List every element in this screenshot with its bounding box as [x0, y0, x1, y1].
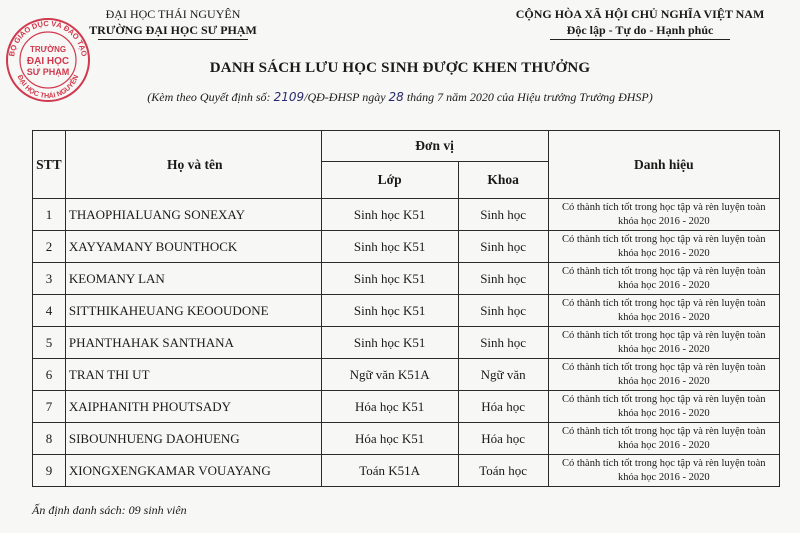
- table-row: [33, 199, 780, 231]
- award-line-1: Có thành tích tốt trong học tập và rèn luyện toàn: [562, 361, 766, 373]
- row-dept: Sinh học: [458, 199, 548, 231]
- row-stt: 5: [33, 327, 66, 359]
- header-name: Họ và tên: [65, 131, 321, 199]
- row-dept: Sinh học: [458, 327, 548, 359]
- row-stt: 4: [33, 295, 66, 327]
- table-row: [33, 231, 780, 263]
- award-line-2: khóa học 2016 - 2020: [618, 215, 710, 227]
- award-line-2: khóa học 2016 - 2020: [618, 343, 710, 355]
- row-award: [548, 199, 779, 231]
- header-class: Lớp: [321, 162, 458, 199]
- award-line-1: Có thành tích tốt trong học tập và rèn luyện toàn: [562, 329, 766, 341]
- row-name: THAOPHIALUANG SONEXAY: [65, 199, 321, 231]
- table-row: [33, 423, 780, 455]
- header-award: Danh hiệu: [548, 131, 779, 199]
- row-award: [548, 263, 779, 295]
- row-award: [548, 295, 779, 327]
- award-line-2: khóa học 2016 - 2020: [618, 247, 710, 259]
- row-name: XAIPHANITH PHOUTSADY: [65, 391, 321, 423]
- table-row: [33, 391, 780, 423]
- header-left: [58, 6, 288, 40]
- subtitle-prefix: (Kèm theo Quyết định số:: [147, 90, 274, 104]
- document-title: DANH SÁCH LƯU HỌC SINH ĐƯỢC KHEN THƯỞNG: [209, 60, 591, 76]
- header-stt: STT: [33, 131, 66, 199]
- awards-table: [32, 130, 780, 487]
- subtitle-suffix: tháng 7 năm 2020 của Hiệu trưởng Trường ĐHSP): [403, 90, 653, 104]
- row-name: XAYYAMANY BOUNTHOCK: [65, 231, 321, 263]
- table-row: [33, 295, 780, 327]
- award-line-1: Có thành tích tốt trong học tập và rèn luyện toàn: [562, 265, 766, 277]
- award-line-1: Có thành tích tốt trong học tập và rèn luyện toàn: [562, 297, 766, 309]
- award-line-1: Có thành tích tốt trong học tập và rèn luyện toàn: [562, 425, 766, 437]
- award-line-1: Có thành tích tốt trong học tập và rèn luyện toàn: [562, 233, 766, 245]
- row-stt: 6: [33, 359, 66, 391]
- row-stt: 3: [33, 263, 66, 295]
- row-stt: 7: [33, 391, 66, 423]
- row-award: [548, 423, 779, 455]
- award-line-1: Có thành tích tốt trong học tập và rèn luyện toàn: [562, 457, 766, 469]
- row-name: SITTHIKAHEUANG KEOOUDONE: [65, 295, 321, 327]
- award-line-1: Có thành tích tốt trong học tập và rèn luyện toàn: [562, 393, 766, 405]
- award-line-2: khóa học 2016 - 2020: [618, 311, 710, 323]
- row-dept: Sinh học: [458, 231, 548, 263]
- table-row: [33, 455, 780, 487]
- row-stt: 8: [33, 423, 66, 455]
- row-dept: Hóa học: [458, 423, 548, 455]
- row-class: Toán K51A: [321, 455, 458, 487]
- row-class: Ngữ văn K51A: [321, 359, 458, 391]
- row-class: Sinh học K51: [321, 231, 458, 263]
- row-dept: Sinh học: [458, 295, 548, 327]
- seal-bottom-text: ĐẠI HỌC THÁI NGUYÊN: [15, 74, 81, 101]
- award-line-2: khóa học 2016 - 2020: [618, 279, 710, 291]
- row-stt: 9: [33, 455, 66, 487]
- row-class: Sinh học K51: [321, 199, 458, 231]
- row-class: Sinh học K51: [321, 263, 458, 295]
- row-name: TRAN THI UT: [65, 359, 321, 391]
- row-award: [548, 327, 779, 359]
- table-row: [33, 327, 780, 359]
- header-left-underline: [98, 39, 248, 40]
- award-line-1: Có thành tích tốt trong học tập và rèn luyện toàn: [562, 201, 766, 213]
- row-name: KEOMANY LAN: [65, 263, 321, 295]
- decision-day: 28: [388, 90, 404, 104]
- row-class: Sinh học K51: [321, 295, 458, 327]
- row-award: [548, 391, 779, 423]
- row-name: PHANTHAHAK SANTHANA: [65, 327, 321, 359]
- table-row: [33, 359, 780, 391]
- row-stt: 1: [33, 199, 66, 231]
- row-stt: 2: [33, 231, 66, 263]
- row-dept: Ngữ văn: [458, 359, 548, 391]
- table-body: [33, 199, 780, 487]
- row-class: Hóa học K51: [321, 423, 458, 455]
- row-award: [548, 231, 779, 263]
- header-unit: Đơn vị: [321, 131, 548, 162]
- national-title: CỘNG HÒA XÃ HỘI CHỦ NGHĨA VIỆT NAM: [515, 7, 765, 21]
- footer-count: Ấn định danh sách: 09 sinh viên: [32, 503, 187, 517]
- row-name: XIONGXENGKAMAR VOUAYANG: [65, 455, 321, 487]
- row-class: Sinh học K51: [321, 327, 458, 359]
- row-award: [548, 455, 779, 487]
- ministry-name: ĐẠI HỌC THÁI NGUYÊN: [105, 7, 241, 21]
- award-line-2: khóa học 2016 - 2020: [618, 439, 710, 451]
- document-subtitle: [0, 90, 800, 105]
- seal-center-line-1: TRƯỜNG: [29, 45, 67, 54]
- school-name: TRƯỜNG ĐẠI HỌC SƯ PHẠM: [89, 23, 257, 37]
- table-row: [33, 263, 780, 295]
- award-line-2: khóa học 2016 - 2020: [618, 375, 710, 387]
- award-line-2: khóa học 2016 - 2020: [618, 407, 710, 419]
- seal-center-line-3: SƯ PHẠM: [26, 67, 70, 77]
- header-right-underline: [550, 39, 730, 40]
- row-name: SIBOUNHUENG DAOHUENG: [65, 423, 321, 455]
- seal-center-line-2: ĐẠI HỌC: [26, 56, 70, 67]
- row-dept: Toán học: [458, 455, 548, 487]
- row-award: [548, 359, 779, 391]
- award-line-2: khóa học 2016 - 2020: [618, 471, 710, 483]
- header-right: [480, 6, 800, 40]
- decision-number: 2109: [273, 90, 305, 104]
- header-dept: Khoa: [458, 162, 548, 199]
- row-dept: Hóa học: [458, 391, 548, 423]
- national-motto: Độc lập - Tự do - Hạnh phúc: [566, 23, 714, 37]
- seal-outer-text: BỘ GIÁO DỤC VÀ ĐÀO TẠO: [7, 18, 89, 58]
- row-dept: Sinh học: [458, 263, 548, 295]
- row-class: Hóa học K51: [321, 391, 458, 423]
- subtitle-middle: /QĐ-ĐHSP ngày: [304, 90, 389, 104]
